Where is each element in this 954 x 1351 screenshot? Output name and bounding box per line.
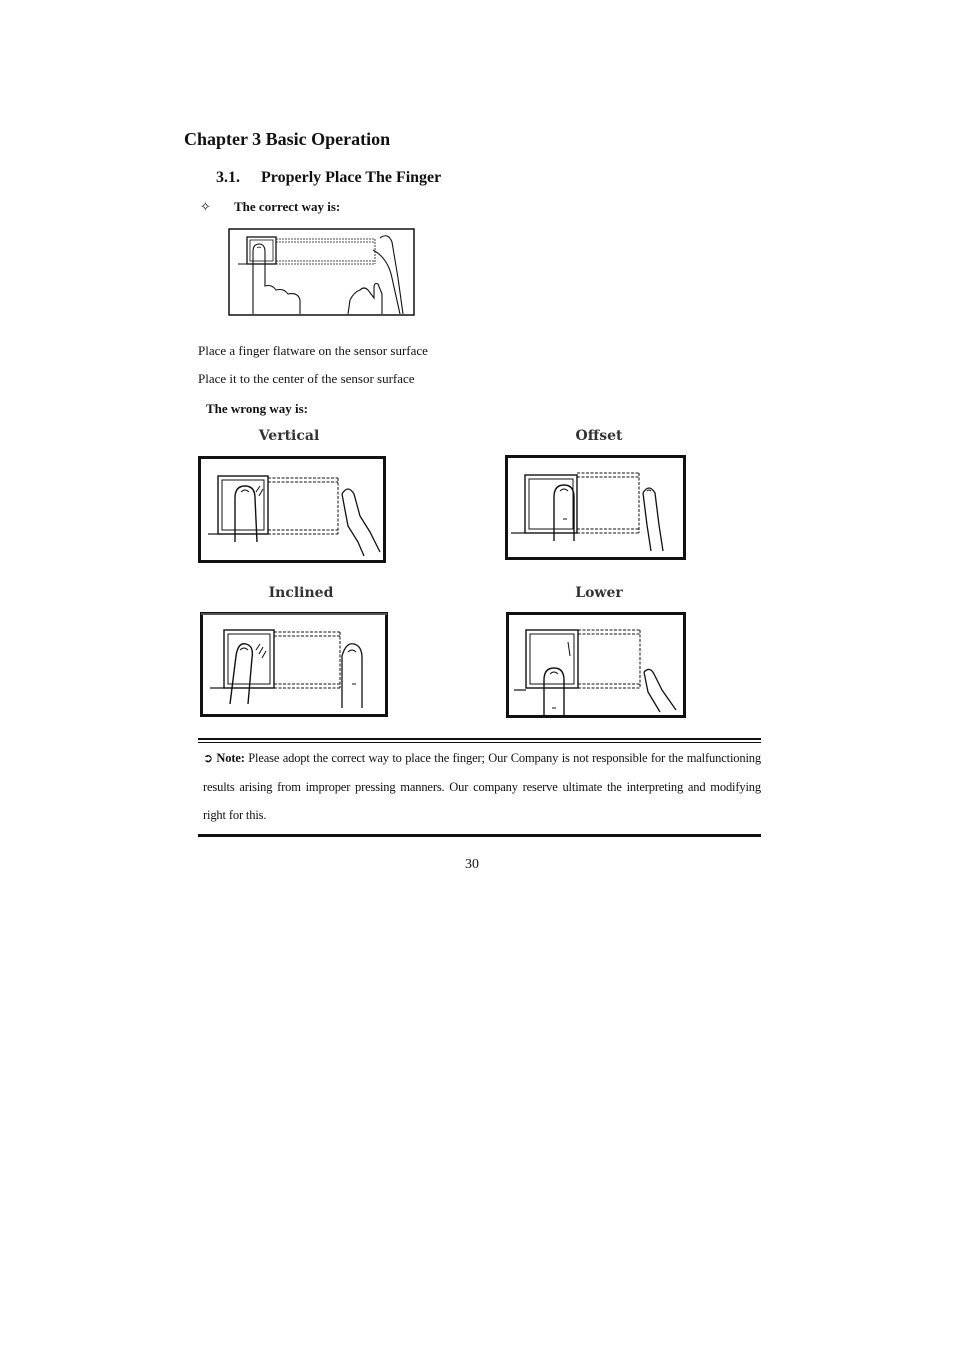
note-text: Please adopt the correct way to place the finger; Our Company is not responsible for the malfunctioning results arising from improper pressing manners. Our company reserve ultimate the interpreting and modifying right for this. (203, 751, 761, 822)
caption-offset: Offset (575, 428, 623, 444)
note-top-rule (198, 738, 761, 740)
correct-way-label: The correct way is: (234, 199, 341, 214)
correct-placement-figure (228, 228, 415, 316)
inclined-figure (200, 612, 388, 717)
section-number: 3.1. (216, 169, 240, 186)
correct-way-heading (200, 199, 340, 215)
wrong-way-label: The wrong way is: (206, 401, 308, 416)
lower-figure (506, 612, 686, 718)
chapter-title: Chapter 3 Basic Operation (184, 129, 391, 149)
instruction-flat: Place a finger flatware on the sensor surface (198, 343, 428, 358)
caption-lower: Lower (575, 585, 623, 601)
note-paragraph (203, 744, 761, 830)
diamond-bullet-icon: ✧ (200, 200, 211, 215)
note-bottom-rule (198, 834, 761, 837)
note-top-rule-thin (198, 742, 761, 743)
page-number: 30 (465, 857, 479, 872)
section-title: Properly Place The Finger (261, 169, 442, 186)
vertical-figure (198, 456, 386, 563)
arrow-right-icon: ➲ (203, 751, 213, 765)
caption-inclined: Inclined (268, 585, 334, 601)
caption-vertical: Vertical (258, 428, 320, 444)
note-label: Note: (216, 751, 245, 765)
section-heading (216, 169, 441, 187)
instruction-center: Place it to the center of the sensor surface (198, 371, 415, 386)
offset-figure (505, 455, 686, 560)
